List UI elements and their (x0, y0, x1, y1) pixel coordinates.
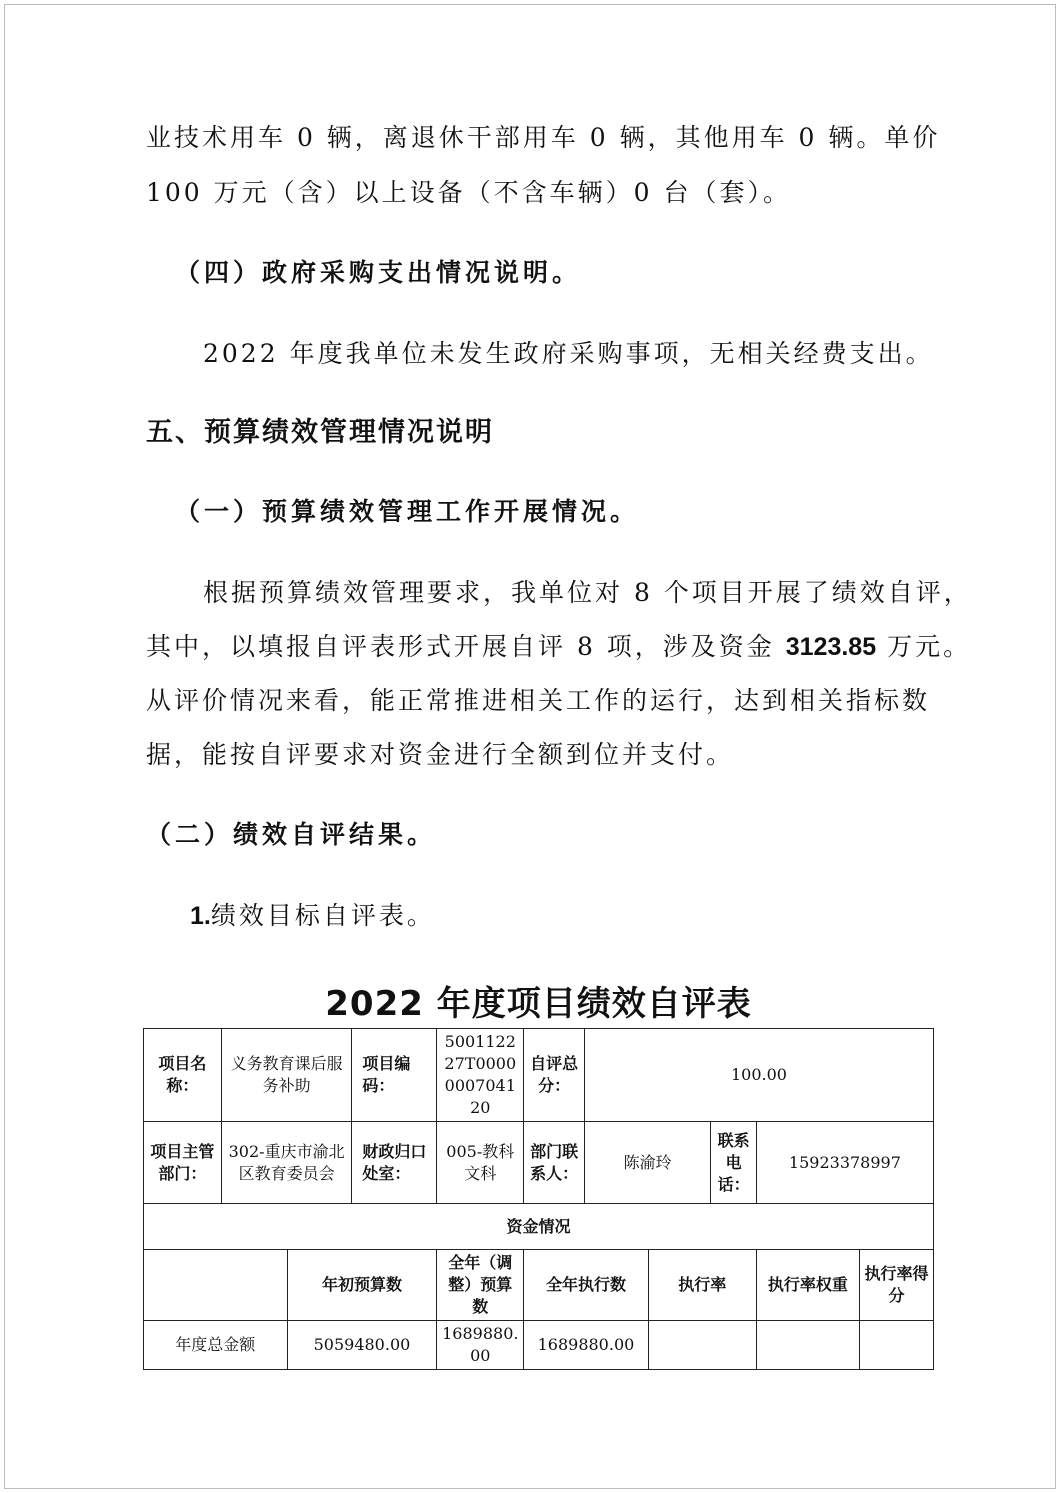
col-adjusted-budget: 全年（调整）预算数 (437, 1250, 524, 1321)
table-title: 2022 年度项目绩效自评表 (325, 984, 752, 1024)
self-score-label: 自评总分： (524, 1029, 585, 1122)
row-total-initial: 5059480.00 (287, 1321, 437, 1370)
row-total-adjusted: 1689880.00 (437, 1321, 524, 1370)
col-exec-rate: 执行率 (648, 1250, 756, 1321)
section-5-1-line4: 据，能按自评要求对资金进行全额到位并支付。 (146, 740, 735, 769)
row-total-weight (756, 1321, 859, 1370)
project-code-value: 500112227T0000000704120 (437, 1029, 524, 1122)
dept-label: 项目主管部门： (144, 1122, 222, 1204)
contact-label: 部门联系人： (524, 1122, 585, 1204)
finance-office-value: 005-教科文科 (437, 1122, 524, 1204)
finance-office-label: 财政归口处室： (352, 1122, 437, 1204)
item-1-number: 1. (190, 902, 211, 930)
phone-label: 联系电话： (711, 1122, 757, 1204)
project-name-value: 义务教育课后服务补助 (221, 1029, 351, 1122)
table-row (144, 1321, 934, 1370)
phone-value: 15923378997 (756, 1122, 933, 1204)
project-name-label: 项目名称： (144, 1029, 222, 1122)
section-5-1-heading: （一）预算绩效管理工作开展情况。 (175, 497, 640, 526)
row-total-rate (648, 1321, 756, 1370)
evaluation-table (143, 1028, 934, 1370)
col-rate-weight: 执行率权重 (756, 1250, 859, 1321)
item-1-text: 绩效目标自评表。 (210, 901, 435, 930)
section-4-text: 2022 年度我单位未发生政府采购事项，无相关经费支出。 (203, 339, 934, 368)
self-score-value: 100.00 (584, 1029, 933, 1122)
contact-value: 陈渝玲 (584, 1122, 710, 1204)
item-1-heading (190, 899, 435, 933)
section-5-1-line2 (146, 630, 971, 664)
header-empty (144, 1250, 288, 1321)
dept-value: 302-重庆市渝北区教育委员会 (221, 1122, 351, 1204)
col-executed: 全年执行数 (524, 1250, 648, 1321)
section-5-1-line1: 根据预算绩效管理要求，我单位对 8 个项目开展了绩效自评， (203, 578, 972, 607)
section-5-1-line3: 从评价情况来看，能正常推进相关工作的运行，达到相关指标数 (146, 686, 931, 715)
row-total-executed: 1689880.00 (524, 1321, 648, 1370)
para-vehicles-line1: 业技术用车 0 辆，离退休干部用车 0 辆，其他用车 0 辆。单价 (146, 123, 941, 152)
col-rate-score: 执行率得分 (859, 1250, 933, 1321)
section-5-2-heading: （二）绩效自评结果。 (146, 820, 437, 849)
line2-text-c: 万元。 (876, 632, 972, 661)
para-vehicles-line2: 100 万元（含）以上设备（不含车辆）0 台（套）。 (146, 178, 792, 207)
section-4-heading: （四）政府采购支出情况说明。 (175, 258, 582, 287)
funds-amount: 3123.85 (785, 633, 877, 661)
section-5-heading: 五、预算绩效管理情况说明 (146, 417, 494, 448)
project-code-label: 项目编码： (352, 1029, 437, 1122)
row-total-score (859, 1321, 933, 1370)
row-total-label: 年度总金额 (144, 1321, 288, 1370)
funds-heading: 资金情况 (144, 1204, 934, 1250)
line2-text-a: 其中，以填报自评表形式开展自评 8 项，涉及资金 (146, 632, 786, 661)
col-initial-budget: 年初预算数 (287, 1250, 437, 1321)
